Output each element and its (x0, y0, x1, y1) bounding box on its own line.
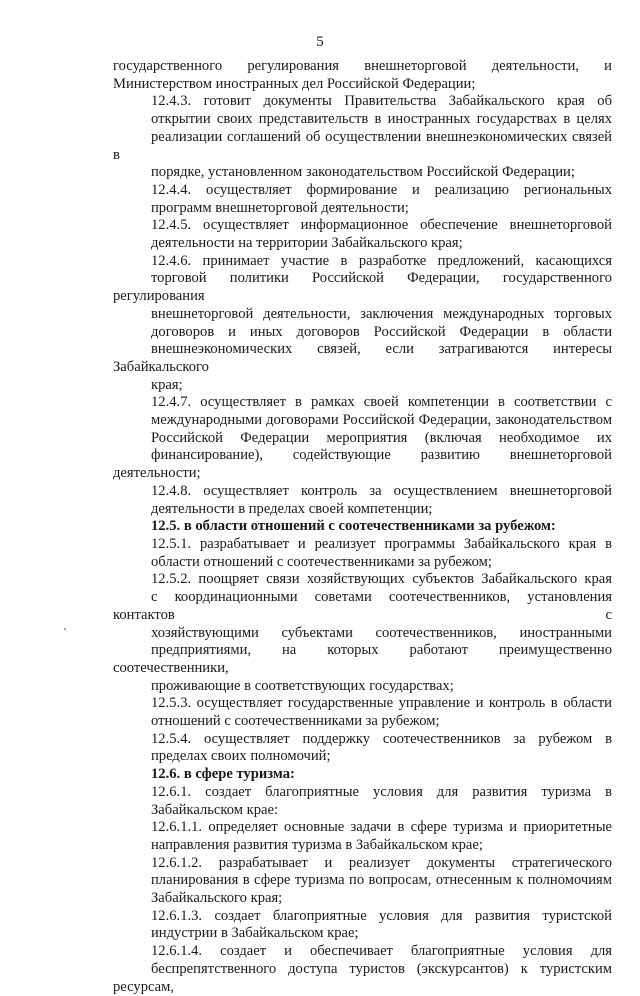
paragraph (113, 784, 612, 819)
text-line: Российской Федерации мероприятия (включая необходимое их (151, 429, 612, 446)
paragraph (113, 182, 612, 217)
text-line: 12.4.3. готовит документы Правительства Забайкальского края об (151, 93, 612, 110)
text-line: Министерством иностранных дел Российской Федерации; (113, 75, 476, 92)
paragraph (113, 536, 612, 571)
text-line: области отношений с соотечественниками за рубежом; (151, 553, 492, 570)
text-line: 12.5.4. осуществляет поддержку соотечественников за рубежом в (151, 730, 612, 747)
text-line: Забайкальского края; (151, 890, 283, 907)
text-line: финансирование), содействующие развитию внешнеторговой деятельности; (113, 447, 612, 482)
text-line: открытии своих представительств в иностранных государствах в целях (151, 111, 612, 128)
text-line: индустрии в Забайкальском крае; (151, 925, 359, 942)
section-heading (113, 518, 612, 536)
scan-speck (64, 628, 66, 630)
text-line: деятельности на территории Забайкальского края; (151, 235, 463, 252)
text-line: 12.6. в сфере туризма: (151, 766, 295, 783)
paragraph (113, 217, 612, 252)
text-line: 12.4.5. осуществляет информационное обеспечение внешнеторговой (151, 217, 612, 234)
text-line: внешнеторговой деятельности, заключения международных торговых (151, 305, 612, 322)
text-line: планирования в сфере туризма по вопросам, отнесенным к полномочиям (151, 872, 612, 889)
text-line: договоров и иных договоров Российской Федерации в области (151, 323, 612, 340)
text-line: 12.4.6. принимает участие в разработке предложений, касающихся (151, 252, 612, 269)
text-line: отношений с соотечественниками за рубежом; (151, 713, 440, 730)
text-line: пределах своих полномочий; (151, 748, 331, 765)
paragraph (113, 943, 612, 996)
text-line: деятельности в пределах своей компетенции; (151, 500, 433, 517)
text-line: края; (151, 376, 183, 393)
text-line: 12.6.1.4. создает и обеспечивает благоприятные условия для (151, 943, 612, 960)
paragraph (113, 819, 612, 854)
text-line: 12.6.1.2. разрабатывает и реализует документы стратегического (151, 854, 612, 871)
text-line: Забайкальском крае: (151, 801, 279, 818)
paragraph (113, 855, 612, 908)
paragraph (113, 394, 612, 483)
text-line: порядке, установленном законодательством Российской Федерации; (151, 164, 575, 181)
text-line: 12.4.8. осуществляет контроль за осуществлением внешнеторговой (151, 482, 612, 499)
text-line: реализации соглашений об осуществлении внешнеэкономических связей в (113, 128, 612, 163)
text-line: международными договорами Российской Федерации, законодательством (151, 412, 612, 429)
page-number: 5 (316, 34, 324, 50)
text-line: программ внешнеторговой деятельности; (151, 199, 409, 216)
text-line: 12.5.3. осуществляет государственные управление и контроль в области (151, 695, 612, 712)
text-line: направления развития туризма в Забайкальском крае; (151, 836, 483, 853)
text-line: проживающие в соответствующих государствах; (151, 677, 454, 694)
text-line: 12.5.1. разрабатывает и реализует программы Забайкальского края в (151, 535, 612, 552)
text-line: 12.6.1.3. создает благоприятные условия для развития туристской (151, 907, 612, 924)
document-body (113, 58, 612, 996)
text-line: 12.4.7. осуществляет в рамках своей компетенции в соответствии с (151, 394, 612, 411)
text-line: торговой политики Российской Федерации, государственного регулирования (113, 270, 612, 305)
paragraph (113, 695, 612, 730)
paragraph (113, 571, 612, 695)
text-line: государственного регулирования внешнеторговой деятельности, и (113, 58, 612, 74)
section-heading (113, 766, 612, 784)
text-line: 12.5.2. поощряет связи хозяйствующих субъектов Забайкальского края (151, 571, 612, 588)
text-line: внешнеэкономических связей, если затрагиваются интересы Забайкальского (113, 341, 612, 375)
text-line: 12.4.4. осуществляет формирование и реализацию региональных (151, 181, 612, 198)
text-line: 12.6.1.1. определяет основные задачи в сфере туризма и приоритетные (151, 819, 612, 836)
paragraph (113, 93, 612, 182)
paragraph (113, 253, 612, 395)
text-line: 12.6.1. создает благоприятные условия для развития туризма в (151, 783, 612, 800)
text-line: предприятиями, на которых работают преимущественно соотечественники, (113, 642, 612, 676)
paragraph (113, 58, 612, 93)
text-line: с координационными советами соотечественников, установления контактов с (113, 589, 612, 623)
text-line: хозяйствующими субъектами соотечественников, иностранными (151, 624, 612, 641)
paragraph (113, 731, 612, 766)
paragraph (113, 908, 612, 943)
text-line: беспрепятственного доступа туристов (экскурсантов) к туристским ресурсам, (113, 960, 612, 995)
paragraph (113, 483, 612, 518)
text-line: 12.5. в области отношений с соотечественниками за рубежом: (151, 518, 556, 535)
